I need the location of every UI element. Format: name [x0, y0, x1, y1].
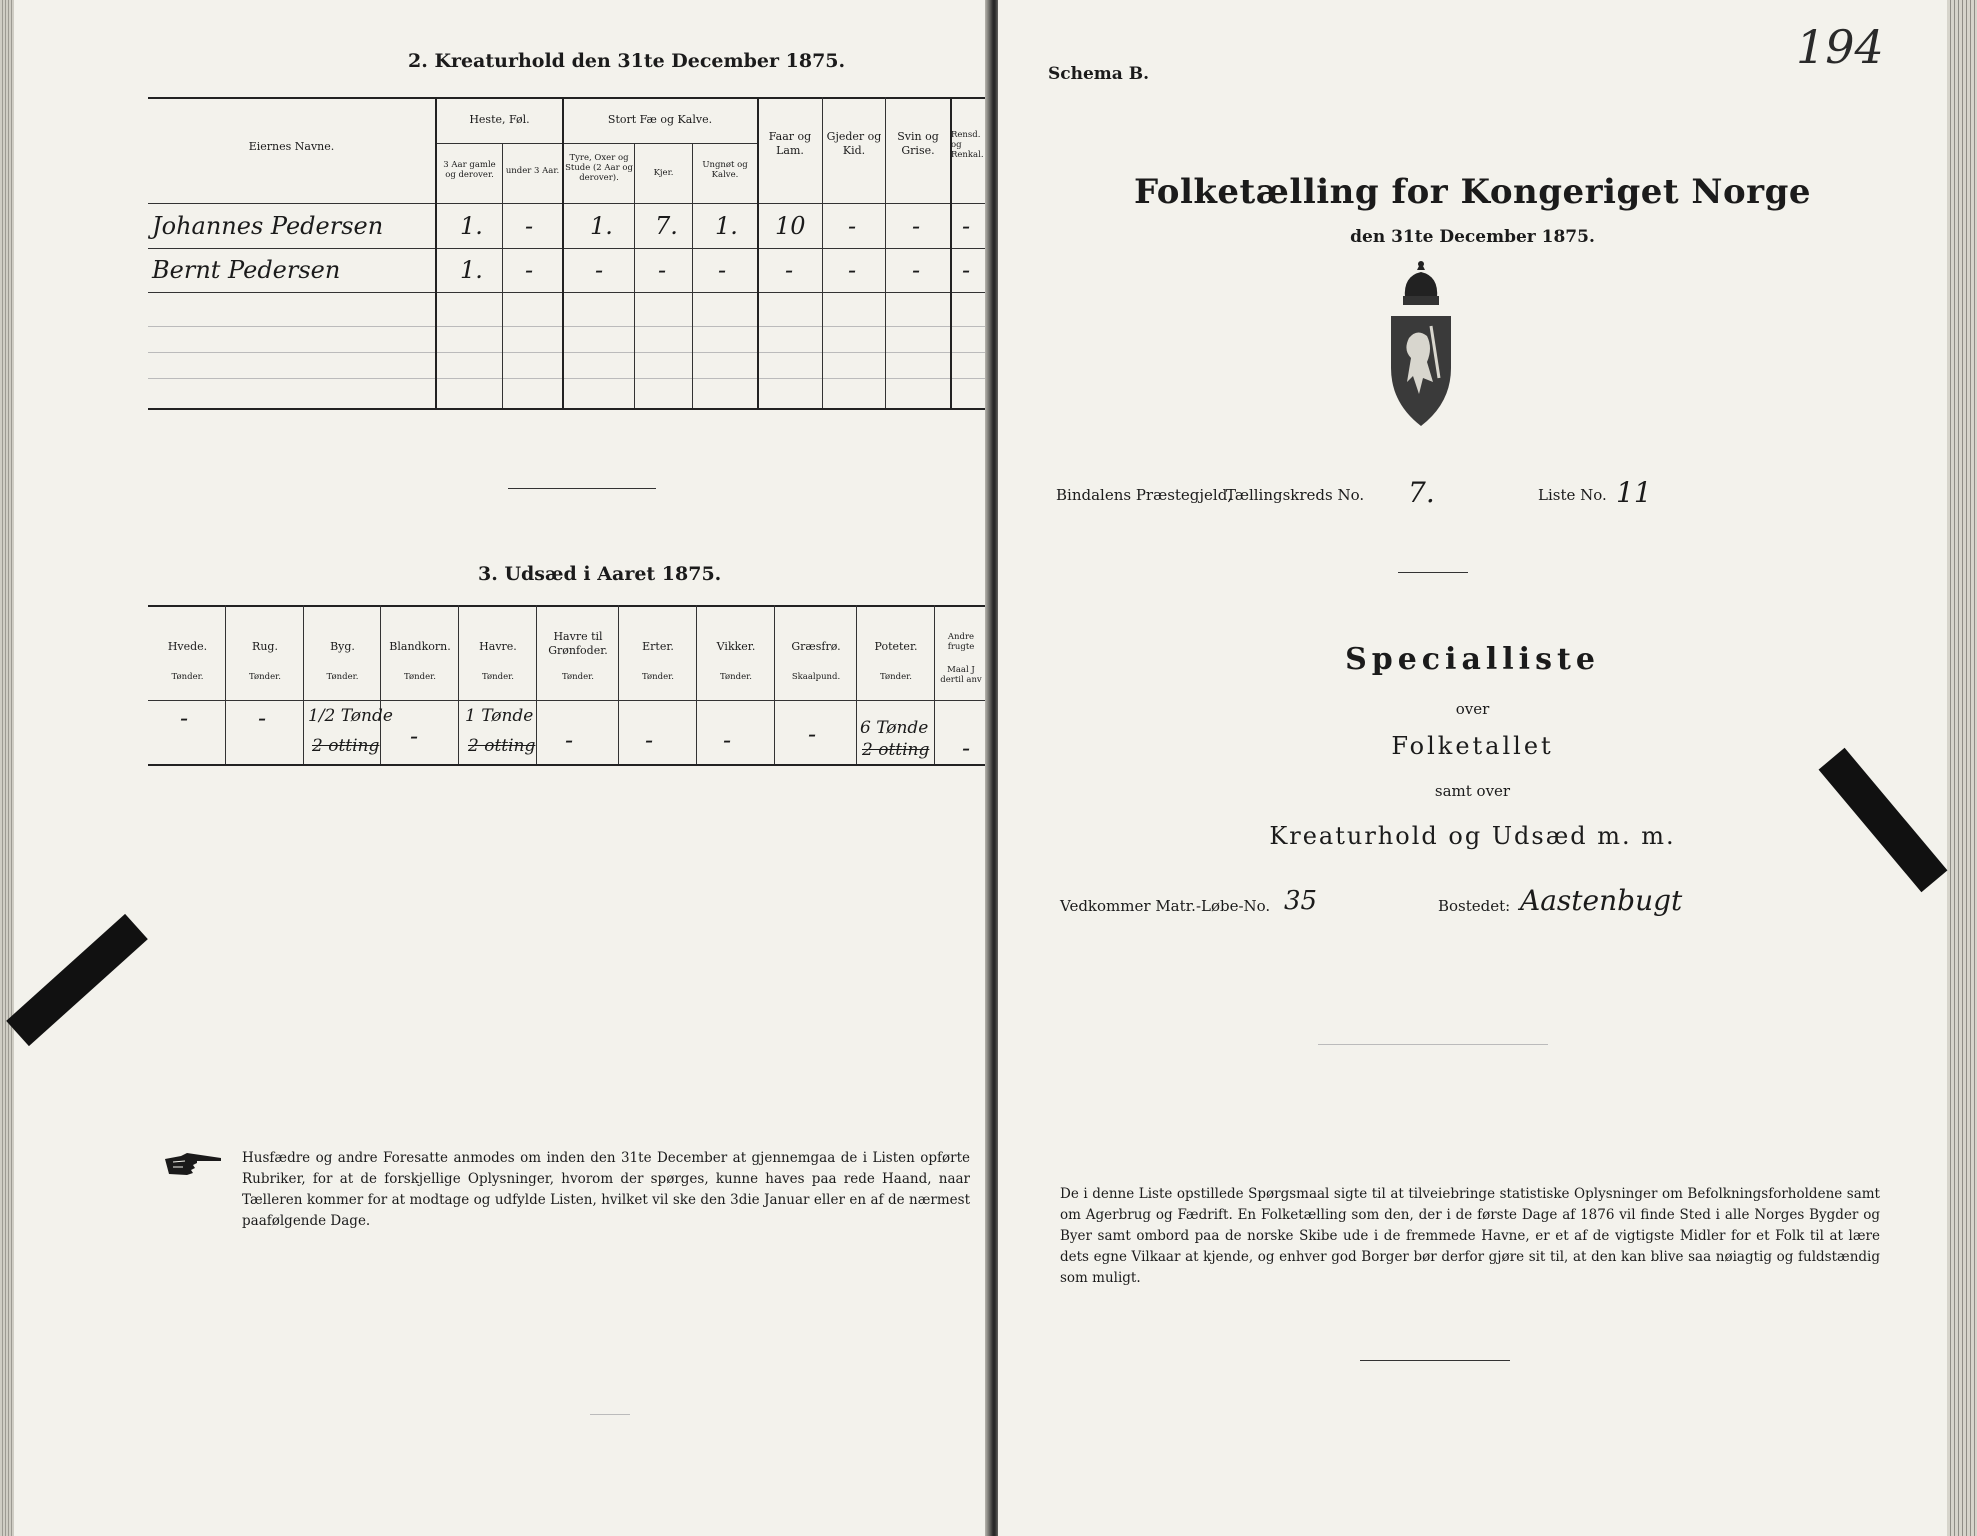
- table2-bottom-rule: [148, 408, 988, 410]
- ungnot-header: Ungnøt og Kalve.: [702, 160, 748, 180]
- table3-col-rule: [618, 605, 619, 764]
- table2-row-rule: [148, 248, 988, 249]
- cell-tyre: -: [595, 256, 604, 284]
- section3-title: 3. Udsæd i Aaret 1875.: [478, 563, 722, 585]
- vikker-header: Vikker.: [716, 640, 756, 653]
- divider: [1398, 572, 1468, 573]
- divider: [1360, 1360, 1510, 1361]
- liste-value: 11: [1616, 476, 1652, 509]
- graesfro-header: Græsfrø.: [791, 640, 841, 653]
- blandkorn-header: Blandkorn.: [389, 640, 451, 653]
- table3-bottom-rule: [148, 764, 988, 766]
- document-title: Folketælling for Kongeriget Norge: [1133, 172, 1811, 212]
- kreds-value: 7.: [1408, 476, 1435, 509]
- erter-unit: Tønder.: [642, 672, 674, 682]
- cell-gjeder: -: [848, 212, 857, 240]
- cell-heste-old: 1.: [460, 212, 483, 240]
- table3-col-rule: [536, 605, 537, 764]
- cell-rug: -: [258, 704, 267, 732]
- cell-hvede: -: [180, 704, 189, 732]
- divider: [508, 488, 656, 489]
- rug-header: Rug.: [252, 640, 278, 653]
- andre-header: Andre frugte: [947, 632, 975, 652]
- kreaturhold-heading: Kreaturhold og Udsæd m. m.: [1269, 822, 1676, 850]
- cell-erter: -: [645, 726, 654, 754]
- cell-kjer: 7.: [655, 212, 678, 240]
- table2-col-rule: [562, 97, 564, 408]
- table2-col-rule: [692, 143, 693, 408]
- havre-header: Havre.: [479, 640, 517, 653]
- kjer-header: Kjer.: [653, 168, 674, 178]
- cell-ungnot: -: [718, 256, 727, 284]
- poteter-header: Poteter.: [874, 640, 918, 653]
- cell-rens: -: [962, 256, 971, 284]
- table3-col-rule: [774, 605, 775, 764]
- owner-name: Johannes Pedersen: [152, 212, 384, 240]
- byg-header: Byg.: [330, 640, 355, 653]
- heste-young-header: under 3 Aar.: [505, 166, 560, 176]
- graesfro-unit: Skaalpund.: [791, 672, 841, 682]
- gjeder-header: Gjeder og Kid.: [826, 130, 882, 157]
- cell-havre-1: 1 Tønde: [465, 706, 534, 726]
- table2-row-rule: [148, 352, 988, 353]
- schema-label: Schema B.: [1048, 64, 1150, 84]
- cell-vikker: -: [723, 726, 732, 754]
- cell-svin: -: [912, 256, 921, 284]
- page-edge-right: [1947, 0, 1977, 1536]
- cell-graesfro: -: [808, 720, 817, 748]
- table3-col-rule: [225, 605, 226, 764]
- heste-old-header: 3 Aar gamle og derover.: [443, 160, 496, 180]
- cell-gjeder: -: [848, 256, 857, 284]
- table2-row-rule: [148, 292, 988, 293]
- specialliste-heading: Specialliste: [1345, 642, 1600, 677]
- cell-poteter-1: 6 Tønde: [860, 718, 929, 738]
- folketallet-heading: Folketallet: [1391, 732, 1554, 760]
- owner-header: Eiernes Navne.: [248, 140, 335, 153]
- havre-unit: Tønder.: [482, 672, 514, 682]
- section2-title: 2. Kreaturhold den 31te December 1875.: [408, 50, 846, 72]
- table2-col-rule: [435, 97, 437, 408]
- andre-unit: Maal J dertil anv: [940, 665, 982, 685]
- liste-label: Liste No.: [1538, 486, 1607, 504]
- info-paragraph: De i denne Liste opstillede Spørgsmaal sigte til at tilveiebringe statistiske Oplysninger om Befolkningsforholdene samt om Agerbrug og Fædrift. En Folketælling som den, der i de første Dage af 1876 vil finde Sted i alle Norges Bygder og Byer samt ombord paa de norske Skibe ude i de fremmede Havne, er et af de vigtigste Midler for et Folk til at lære dets egne Vilkaar at kjende, og enhver god Borger bør derfor gjøre sit til, at den kan blive saa nøiagtig og fuldstændig som muligt.: [1060, 1186, 1880, 1286]
- heste-group-header: Heste, Føl.: [469, 113, 530, 126]
- cell-byg-1: 1/2 Tønde: [308, 706, 393, 726]
- cell-poteter-2: 2 otting: [862, 740, 930, 760]
- page-number: 194: [1796, 20, 1884, 74]
- cell-heste-young: -: [525, 212, 534, 240]
- blandkorn-unit: Tønder.: [404, 672, 436, 682]
- cell-gronfoder: -: [565, 726, 574, 754]
- cell-faar: 10: [775, 212, 806, 240]
- table3-col-rule: [856, 605, 857, 764]
- hvede-header: Hvede.: [167, 640, 208, 653]
- book-clip-left: [6, 914, 148, 1046]
- table3-top-rule: [148, 605, 988, 607]
- cell-svin: -: [912, 212, 921, 240]
- matr-label: Vedkommer Matr.-Løbe-No.: [1060, 897, 1271, 915]
- table3-col-rule: [380, 605, 381, 764]
- owner-name: Bernt Pedersen: [152, 256, 341, 284]
- poteter-unit: Tønder.: [880, 672, 912, 682]
- table3-col-rule: [303, 605, 304, 764]
- cell-kjer: -: [658, 256, 667, 284]
- cell-faar: -: [785, 256, 794, 284]
- table3-col-rule: [458, 605, 459, 764]
- document-subtitle: den 31te December 1875.: [1350, 227, 1595, 247]
- over-text: over: [1455, 700, 1490, 718]
- table2-col-rule: [885, 97, 886, 408]
- cell-heste-young: -: [525, 256, 534, 284]
- table3-col-rule: [696, 605, 697, 764]
- cell-heste-old: 1.: [460, 256, 483, 284]
- cell-ungnot: 1.: [715, 212, 738, 240]
- book-clip-right: [1819, 748, 1948, 892]
- svin-header: Svin og Grise.: [897, 130, 939, 157]
- notice-text: Husfædre og andre Foresatte anmodes om inden den 31te December at gjennemgaa de i Listen opførte Rubriker, for at de forskjellige Oplysninger, hvorom der spørges, kunne haves paa rede Haand, naar Tælleren kommer for at modtage og udfylde Listen, hvilket vil ske den 3die Januar eller en af de nærmest paafølgende Dage.: [242, 1150, 970, 1229]
- gronfoder-unit: Tønder.: [562, 672, 594, 682]
- table2-top-rule: [148, 97, 988, 99]
- prestegjeld-label: Bindalens Præstegjeld,: [1056, 486, 1233, 504]
- cell-blandkorn: -: [410, 722, 419, 750]
- cell-tyre: 1.: [590, 212, 613, 240]
- table2-header-rule: [148, 203, 988, 204]
- rens-header: Rensd. og Renkal.: [951, 130, 984, 160]
- erter-header: Erter.: [642, 640, 674, 653]
- matr-value: 35: [1284, 886, 1318, 916]
- right-page: [998, 0, 1977, 1536]
- bosted-label: Bostedet:: [1438, 897, 1511, 915]
- divider: [1318, 1044, 1548, 1045]
- table2-row-rule: [148, 326, 988, 327]
- samt-over-text: samt over: [1434, 782, 1511, 800]
- kreds-label: Tællingskreds No.: [1226, 486, 1365, 504]
- stort-fae-group-header: Stort Fæ og Kalve.: [607, 113, 713, 126]
- byg-unit: Tønder.: [326, 672, 359, 682]
- table2-col-rule: [502, 143, 503, 408]
- gronfoder-header: Havre til Grønfoder.: [548, 630, 608, 657]
- cell-byg-2: 2 otting: [312, 736, 380, 756]
- faar-header: Faar og Lam.: [768, 130, 812, 157]
- cell-havre-2: 2 otting: [468, 736, 536, 756]
- hvede-unit: Tønder.: [171, 672, 204, 682]
- divider: [590, 1414, 630, 1415]
- table3-col-rule: [934, 605, 935, 764]
- tyre-header: Tyre, Oxer og Stude (2 Aar og derover).: [565, 153, 633, 183]
- pointing-hand-icon: [163, 1150, 225, 1180]
- rug-unit: Tønder.: [249, 672, 281, 682]
- bosted-value: Aastenbugt: [1520, 884, 1683, 917]
- page-edge-left: [0, 0, 14, 1536]
- table2-col-rule: [822, 97, 823, 408]
- vikker-unit: Tønder.: [720, 672, 752, 682]
- table2-subheader-rule: [437, 143, 757, 144]
- cell-rens: -: [962, 212, 971, 240]
- norwegian-coat-of-arms-icon: [1383, 258, 1459, 428]
- table2-col-rule: [634, 143, 635, 408]
- table2-col-rule: [757, 97, 759, 408]
- table3-header-rule: [148, 700, 988, 701]
- table2-row-rule: [148, 378, 988, 379]
- cell-andre: -: [962, 734, 971, 762]
